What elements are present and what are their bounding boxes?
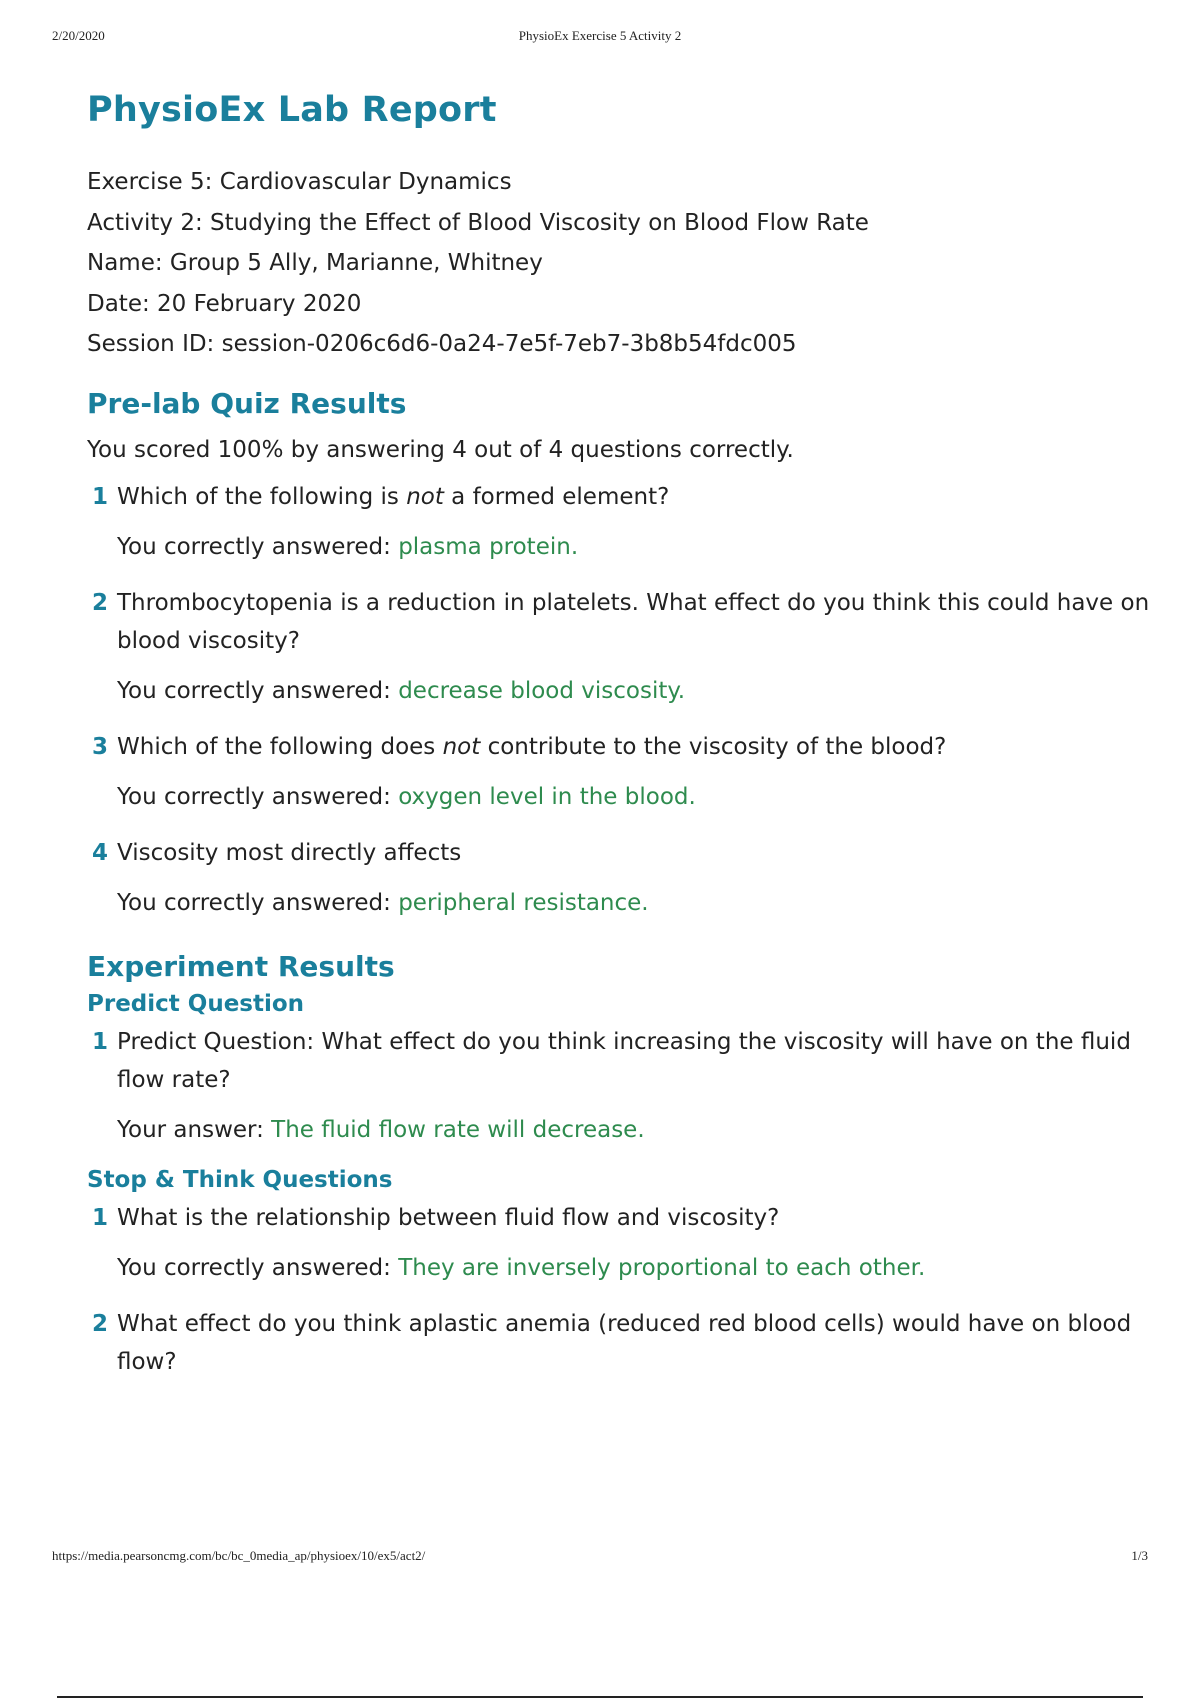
print-footer bbox=[52, 1548, 1148, 1568]
question-text-part: contribute to the viscosity of the blood? bbox=[480, 733, 947, 760]
page-number: 1/3 bbox=[1131, 1548, 1148, 1563]
question-answer bbox=[117, 1111, 1167, 1149]
question-answer bbox=[117, 778, 1167, 816]
question-number: 2 bbox=[92, 589, 109, 616]
session-line: Session ID: session-0206c6d6-0a24-7e5f-7eb7-3b8b54fdc005 bbox=[87, 331, 797, 357]
question-number: 4 bbox=[92, 839, 109, 866]
question-text: What effect do you think aplastic anemia (reduced red blood cells) would have on blood flow? bbox=[117, 1310, 1132, 1375]
prelab-question-list bbox=[87, 478, 1167, 922]
predict-question-1 bbox=[87, 1023, 1167, 1149]
prelab-question-2 bbox=[87, 584, 1167, 710]
stop-think-question-1 bbox=[87, 1199, 1167, 1287]
name-line: Name: Group 5 Ally, Marianne, Whitney bbox=[87, 250, 543, 276]
answer-value: peripheral resistance. bbox=[398, 889, 649, 916]
predict-heading: Predict Question bbox=[87, 990, 305, 1017]
experiment-heading: Experiment Results bbox=[87, 949, 395, 983]
answer-prefix: You correctly answered: bbox=[117, 1254, 399, 1281]
question-number: 1 bbox=[92, 1204, 109, 1231]
question-text: Predict Question: What effect do you think increasing the viscosity will have on the fluid flow rate? bbox=[117, 1028, 1131, 1093]
question-text: Thrombocytopenia is a reduction in platelets. What effect do you think this could have on blood viscosity? bbox=[117, 589, 1150, 654]
answer-value: The fluid flow rate will decrease. bbox=[271, 1116, 645, 1143]
answer-prefix: Your answer: bbox=[117, 1116, 272, 1143]
answer-prefix: You correctly answered: bbox=[117, 533, 399, 560]
page-bottom-rule bbox=[57, 1696, 1143, 1698]
date-line: Date: 20 February 2020 bbox=[87, 290, 362, 317]
answer-prefix: You correctly answered: bbox=[117, 677, 399, 704]
question-answer bbox=[117, 1249, 1167, 1287]
question-text: Viscosity most directly affects bbox=[117, 839, 462, 866]
stop-think-heading: Stop & Think Questions bbox=[87, 1166, 393, 1193]
question-number: 3 bbox=[92, 733, 109, 760]
answer-value: They are inversely proportional to each other. bbox=[398, 1254, 926, 1281]
answer-value: oxygen level in the blood. bbox=[398, 783, 696, 810]
question-text: What is the relationship between fluid flow and viscosity? bbox=[117, 1204, 780, 1231]
prelab-score: You scored 100% by answering 4 out of 4 questions correctly. bbox=[87, 436, 794, 463]
question-text bbox=[117, 728, 1167, 766]
prelab-question-3 bbox=[87, 728, 1167, 816]
question-answer bbox=[117, 884, 1167, 922]
question-answer bbox=[117, 528, 1167, 566]
report-content bbox=[87, 90, 1167, 1399]
stop-think-question-2 bbox=[87, 1305, 1167, 1381]
question-text-part: a formed element? bbox=[443, 483, 670, 510]
answer-value: plasma protein. bbox=[398, 533, 579, 560]
activity-line: Activity 2: Studying the Effect of Blood Viscosity on Blood Flow Rate bbox=[87, 209, 869, 236]
print-url: https://media.pearsoncmg.com/bc/bc_0media_ap/physioex/10/ex5/act2/ bbox=[52, 1548, 426, 1563]
report-meta bbox=[87, 162, 1167, 365]
question-text-part: Which of the following is bbox=[117, 483, 407, 510]
answer-prefix: You correctly answered: bbox=[117, 889, 399, 916]
report-title: PhysioEx Lab Report bbox=[87, 90, 497, 130]
answer-value: decrease blood viscosity. bbox=[398, 677, 686, 704]
exercise-line: Exercise 5: Cardiovascular Dynamics bbox=[87, 169, 512, 195]
prelab-question-1 bbox=[87, 478, 1167, 566]
question-text-emphasis: not bbox=[442, 733, 481, 760]
stop-think-question-list bbox=[87, 1199, 1167, 1381]
question-number: 1 bbox=[92, 483, 109, 510]
print-date: 2/20/2020 bbox=[52, 28, 105, 43]
question-number: 2 bbox=[92, 1310, 109, 1337]
question-number: 1 bbox=[92, 1028, 109, 1055]
question-text-part: Which of the following does bbox=[117, 733, 443, 760]
print-header bbox=[52, 28, 1148, 48]
answer-prefix: You correctly answered: bbox=[117, 783, 399, 810]
question-text-emphasis: not bbox=[406, 483, 444, 510]
question-text bbox=[117, 478, 1167, 516]
prelab-question-4 bbox=[87, 834, 1167, 922]
predict-question-list bbox=[87, 1023, 1167, 1149]
print-title: PhysioEx Exercise 5 Activity 2 bbox=[518, 28, 682, 43]
question-answer bbox=[117, 672, 1167, 710]
prelab-heading: Pre-lab Quiz Results bbox=[87, 386, 407, 420]
